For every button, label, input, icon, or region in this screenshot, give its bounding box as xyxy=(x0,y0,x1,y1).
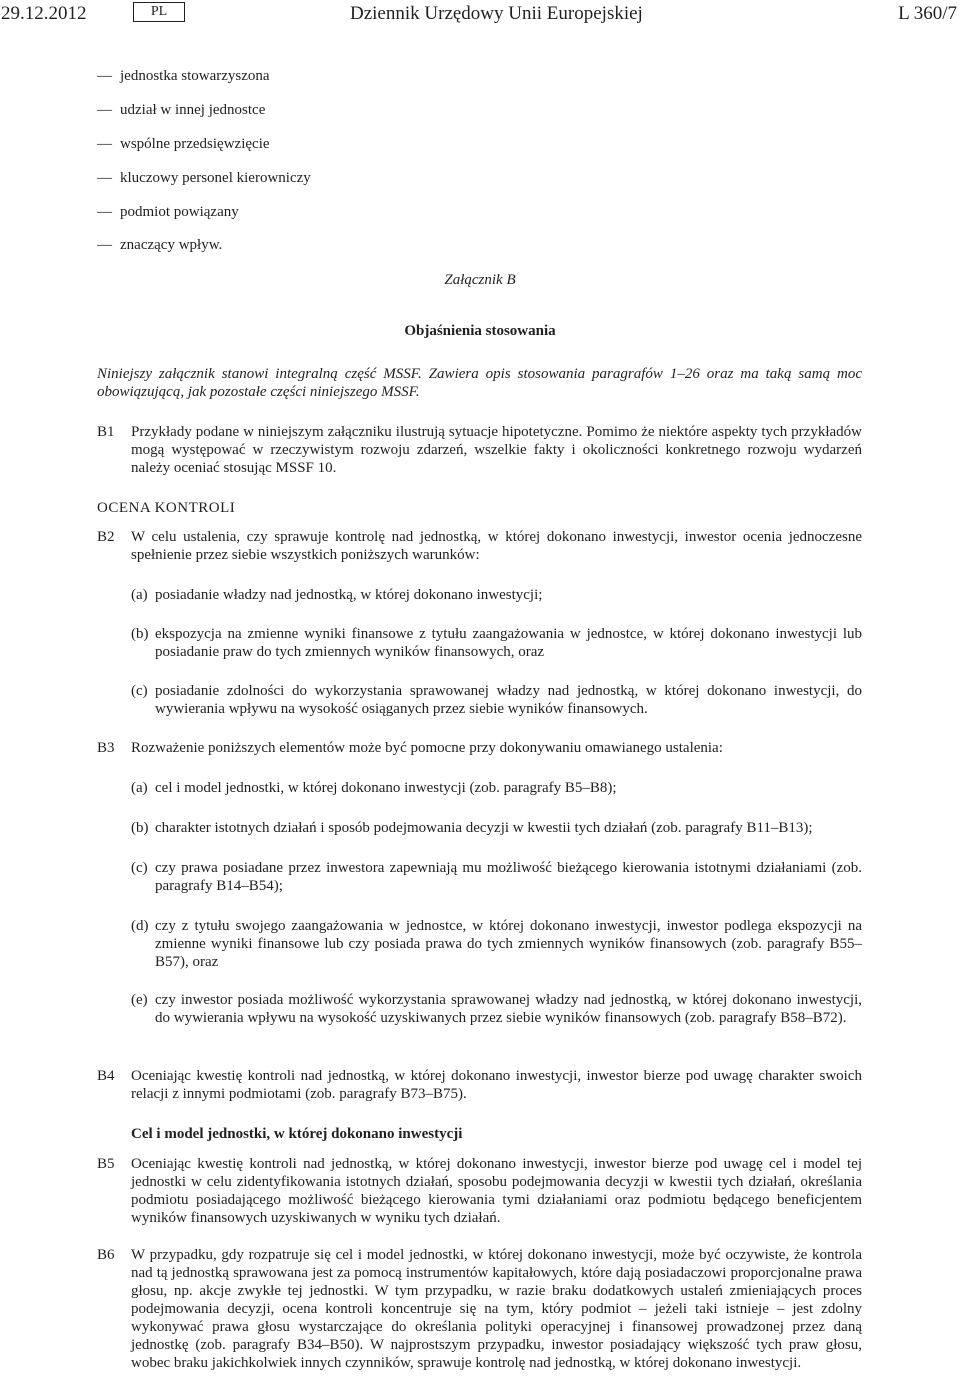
paragraph-number: B2 xyxy=(97,529,115,545)
paragraph-b3-text: Rozważenie poniższych elementów może być pomocne przy dokonywaniu omawianego ustalenia: xyxy=(131,740,723,756)
paragraph-number: B3 xyxy=(97,740,115,756)
section-heading: OCENA KONTROLI xyxy=(97,500,236,516)
list-item-text: czy z tytułu swojego zaangażowania w jednostce, w której dokonano inwestycji, inwestor podlega ekspozycji na zmienne wyniki finansowe lub czy posiada prawa do tych zmiennych wyników finansowych (zob. paragrafy B55–B57), oraz xyxy=(155,918,862,970)
paragraph-b4-text: Oceniając kwestię kontroli nad jednostką, w której dokonano inwestycji, inwestor bierze pod uwagę charakter swoich relacji z innymi podmiotami (zob. paragrafy B73–B75). xyxy=(131,1068,862,1102)
header-date: 29.12.2012 xyxy=(1,3,87,24)
list-item-label: (b) xyxy=(131,626,149,642)
list-item-text: kluczowy personel kierowniczy xyxy=(120,170,311,186)
paragraph-b1-text: Przykłady podane w niniejszym załączniku ilustrują sytuacje hipotetyczne. Pomimo że niektóre aspekty tych przykładów mogą występować w rzeczywistym rozwoju zdarzeń, wszelkie fakty i okoliczności konkretnego rozwoju wydarzeń należy oceniać stosując MSSF 10. xyxy=(131,424,862,476)
list-item-text: posiadanie zdolności do wykorzystania sprawowanej władzy nad jednostką, w której dokonano inwestycji, do wywierania wpływu na wysokość osiąganych przez siebie wyników finansowych. xyxy=(155,683,862,717)
list-item xyxy=(97,135,270,153)
page-header xyxy=(0,2,960,26)
list-item-text: czy inwestor posiada możliwość wykorzystania sprawowanej władzy nad jednostką, w której dokonano inwestycji, do wywierania wpływu na wysokość uzyskiwanych przez siebie wyników finansowych (zob. paragrafy B58–B72). xyxy=(155,992,862,1026)
list-item-text: podmiot powiązany xyxy=(120,204,239,220)
list-item-text: cel i model jednostki, w której dokonano inwestycji (zob. paragrafy B5–B8); xyxy=(155,780,617,796)
list-item xyxy=(97,203,239,221)
paragraph-number: B5 xyxy=(97,1156,115,1172)
list-item-text: udział w innej jednostce xyxy=(120,102,266,118)
dash-mark: — xyxy=(97,102,112,118)
paragraph-b6-text: W przypadku, gdy rozpatruje się cel i model jednostki, w której dokonano inwestycji, może być oczywiste, że kontrola nad tą jednostką sprawowana jest za pomocą instrumentów kapitałowych, które dają posiadaczowi proporcjonalne prawa głosu, np. akcje zwykłe tej jednostki. W tym przypadku, w razie braku dodatkowych ustaleń zmieniających proces podejmowania decyzji, ocena kontroli koncentruje się na tym, który podmiot – jeżeli taki istnieje – jest zdolny wykonywać prawa głosu wystarczające do określania polityki operacyjnej i finansowej prowadzonej przez daną jednostkę (zob. paragrafy B34–B50). W najprostszym przypadku, inwestor posiadający większość tych praw głosu, wobec braku jakichkolwiek innych czynników, sprawuje kontrolę nad jednostką, w której dokonano inwestycji. xyxy=(131,1247,862,1371)
paragraph-number: B4 xyxy=(97,1068,115,1084)
list-item-label: (d) xyxy=(131,918,149,934)
list-item-text: charakter istotnych działań i sposób podejmowania decyzji w kwestii tych działań (zob. paragrafy B11–B13); xyxy=(155,820,813,836)
list-item-label: (a) xyxy=(131,587,148,603)
dash-mark: — xyxy=(97,68,112,84)
list-item xyxy=(97,236,222,254)
list-item-text: znaczący wpływ. xyxy=(120,237,223,253)
list-item-label: (a) xyxy=(131,780,148,796)
list-item-text: jednostka stowarzyszona xyxy=(120,68,270,84)
list-item-text: posiadanie władzy nad jednostką, w której dokonano inwestycji; xyxy=(155,587,543,603)
list-item-text: ekspozycja na zmienne wyniki finansowe z tytułu zaangażowania w jednostce, w której dokonano inwestycji lub posiadanie praw do tych zmiennych wyników finansowych, oraz xyxy=(155,626,862,660)
dash-mark: — xyxy=(97,237,112,253)
header-page-reference: L 360/7 xyxy=(898,3,957,24)
annex-intro: Niniejszy załącznik stanowi integralną część MSSF. Zawiera opis stosowania paragrafów 1–26 oraz ma taką samą moc obowiązującą, jak pozostałe części niniejszego MSSF. xyxy=(97,366,862,400)
header-language-box: PL xyxy=(133,2,185,22)
dash-mark: — xyxy=(97,136,112,152)
annex-title: Załącznik B xyxy=(444,272,516,288)
list-item-label: (c) xyxy=(131,860,148,876)
list-item-label: (c) xyxy=(131,683,148,699)
paragraph-b2-text: W celu ustalenia, czy sprawuje kontrolę nad jednostką, w której dokonano inwestycji, inwestor ocenia jednoczesne spełnienie przez siebie wszystkich poniższych warunków: xyxy=(131,529,862,563)
list-item-text: wspólne przedsięwzięcie xyxy=(120,136,270,152)
list-item-text: czy prawa posiadane przez inwestora zapewniają mu możliwość bieżącego kierowania istotnymi działaniami (zob. paragrafy B14–B54); xyxy=(155,860,862,894)
dash-mark: — xyxy=(97,170,112,186)
list-item-label: (e) xyxy=(131,992,148,1008)
list-item-label: (b) xyxy=(131,820,149,836)
paragraph-b5-text: Oceniając kwestię kontroli nad jednostką, w której dokonano inwestycji, inwestor bierze pod uwagę cel i model tej jednostki w celu zidentyfikowania istotnych działań, sposobu podejmowania decyzji w kwestii tych działań, określania podmiotu posiadającego możliwość bieżącego kierowania tymi działaniami oraz podmiotu będącego beneficjentem wyników finansowych uzyskiwanych w wyniku tych działań. xyxy=(131,1156,862,1226)
paragraph-number: B1 xyxy=(97,424,115,440)
list-item xyxy=(97,169,311,187)
list-item xyxy=(97,67,270,85)
header-journal-title: Dziennik Urzędowy Unii Europejskiej xyxy=(350,3,643,24)
subsection-heading: Cel i model jednostki, w której dokonano inwestycji xyxy=(131,1126,463,1142)
annex-heading: Objaśnienia stosowania xyxy=(404,323,556,339)
list-item xyxy=(97,101,265,119)
dash-mark: — xyxy=(97,204,112,220)
paragraph-number: B6 xyxy=(97,1247,115,1263)
